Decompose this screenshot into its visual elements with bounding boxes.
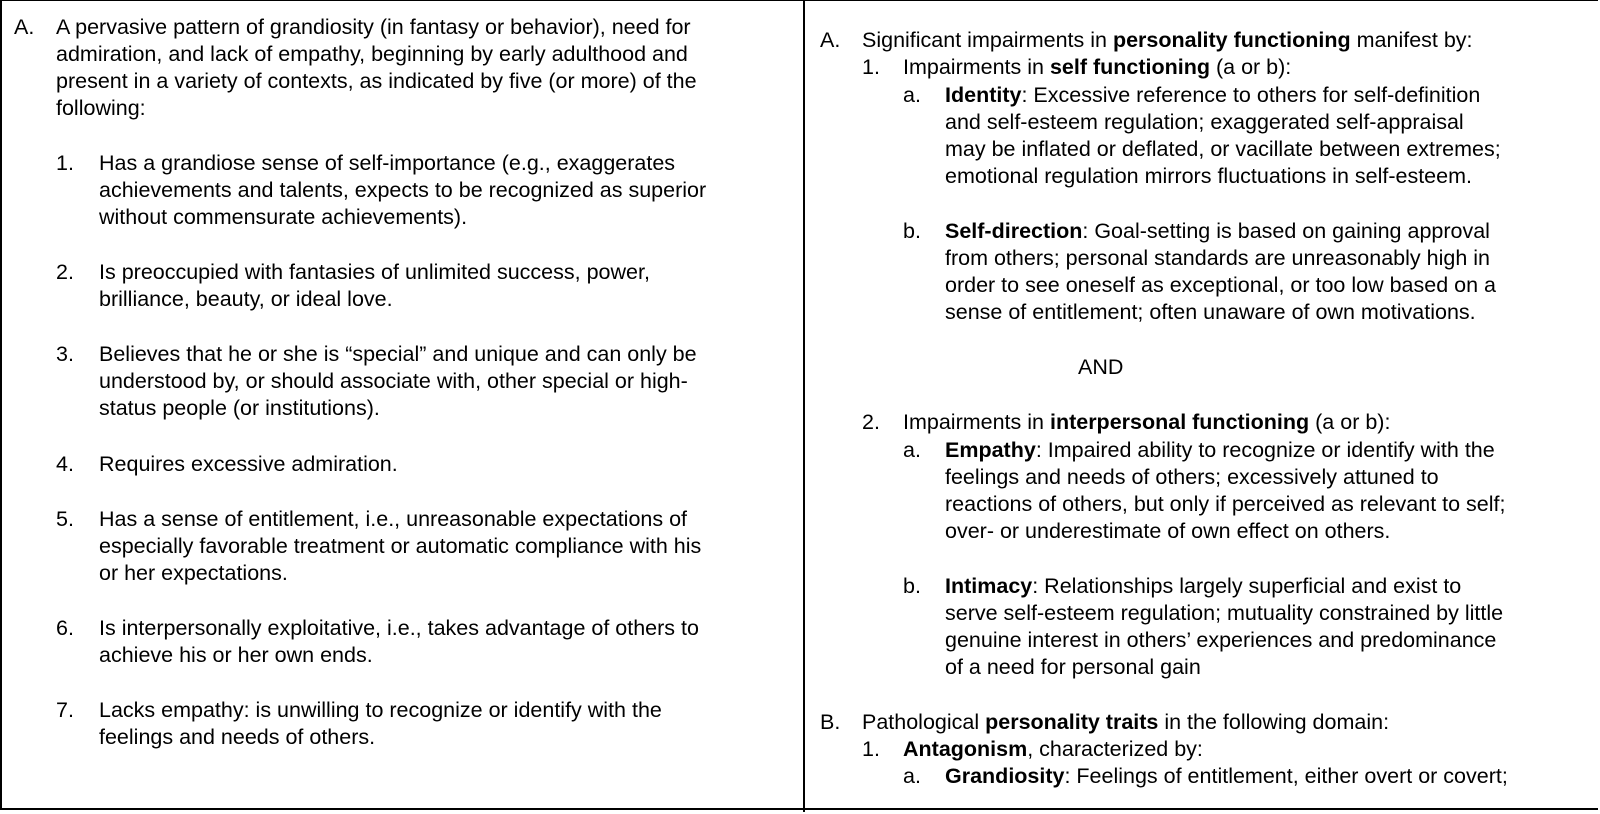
item-text-line: Believes that he or she is “special” and unique and can only be bbox=[99, 342, 697, 366]
grandiosity-text-line: Grandiosity: Feelings of entitlement, either overt or covert; bbox=[945, 764, 1508, 788]
item-text-line: achievements and talents, expects to be recognized as superior bbox=[99, 178, 707, 202]
intimacy-text-line: Intimacy: Relationships largely superficial and exist to bbox=[945, 574, 1462, 598]
item-number: 5. bbox=[56, 507, 74, 531]
item-text-line: brilliance, beauty, or ideal love. bbox=[99, 287, 393, 311]
subitem-number: 1. bbox=[862, 55, 880, 79]
criterion-text-line: admiration, and lack of empathy, beginning by early adulthood and bbox=[56, 42, 688, 66]
subitem-number: 1. bbox=[862, 737, 880, 761]
empathy-text-line: reactions of others, but only if perceived as relevant to self; bbox=[945, 492, 1506, 516]
item-text-line: achieve his or her own ends. bbox=[99, 643, 373, 667]
empathy-text-line: over- or underestimate of own effect on others. bbox=[945, 519, 1391, 543]
criterion-heading: Significant impairments in personality functioning manifest by: bbox=[862, 28, 1473, 52]
item-text-line: understood by, or should associate with, other special or high- bbox=[99, 369, 688, 393]
item-text-line: Requires excessive admiration. bbox=[99, 452, 398, 476]
item-number: 3. bbox=[56, 342, 74, 366]
column-divider bbox=[803, 0, 805, 812]
intimacy-text-line: of a need for personal gain bbox=[945, 655, 1201, 679]
criterion-letter: A. bbox=[14, 15, 35, 39]
item-number: 4. bbox=[56, 452, 74, 476]
subitem-letter: b. bbox=[903, 219, 921, 243]
criterion-heading: Pathological personality traits in the following domain: bbox=[862, 710, 1390, 734]
item-text-line: or her expectations. bbox=[99, 561, 288, 585]
subitem-heading: Impairments in self functioning (a or b): bbox=[903, 55, 1292, 79]
item-text-line: status people (or institutions). bbox=[99, 396, 380, 420]
item-number: 6. bbox=[56, 616, 74, 640]
identity-text-line: Identity: Excessive reference to others for self-definition bbox=[945, 83, 1481, 107]
subitem-number: 2. bbox=[862, 410, 880, 434]
identity-text-line: may be inflated or deflated, or vacillate between extremes; bbox=[945, 137, 1501, 161]
self-direction-text-line: sense of entitlement; often unaware of own motivations. bbox=[945, 300, 1476, 324]
empathy-text-line: feelings and needs of others; excessively attuned to bbox=[945, 465, 1439, 489]
item-number: 7. bbox=[56, 698, 74, 722]
item-number: 1. bbox=[56, 151, 74, 175]
empathy-text-line: Empathy: Impaired ability to recognize or identify with the bbox=[945, 438, 1495, 462]
item-text-line: without commensurate achievements). bbox=[99, 205, 468, 229]
intimacy-text-line: genuine interest in others’ experiences and predominance bbox=[945, 628, 1497, 652]
subitem-letter: a. bbox=[903, 764, 921, 788]
intimacy-text-line: serve self-esteem regulation; mutuality constrained by little bbox=[945, 601, 1504, 625]
item-text-line: especially favorable treatment or automatic compliance with his bbox=[99, 534, 702, 558]
subitem-letter: b. bbox=[903, 574, 921, 598]
subitem-letter: a. bbox=[903, 83, 921, 107]
criterion-letter: B. bbox=[820, 710, 841, 734]
self-direction-text-line: from others; personal standards are unreasonably high in bbox=[945, 246, 1490, 270]
self-direction-text-line: order to see oneself as exceptional, or too low based on a bbox=[945, 273, 1496, 297]
criterion-text-line: A pervasive pattern of grandiosity (in fantasy or behavior), need for bbox=[56, 15, 691, 39]
self-direction-text-line: Self-direction: Goal-setting is based on gaining approval bbox=[945, 219, 1490, 243]
criterion-letter: A. bbox=[820, 28, 841, 52]
item-text-line: Is interpersonally exploitative, i.e., takes advantage of others to bbox=[99, 616, 699, 640]
item-text-line: Lacks empathy: is unwilling to recognize or identify with the bbox=[99, 698, 662, 722]
subitem-letter: a. bbox=[903, 438, 921, 462]
item-text-line: Has a grandiose sense of self-importance (e.g., exaggerates bbox=[99, 151, 676, 175]
item-number: 2. bbox=[56, 260, 74, 284]
criterion-text-line: present in a variety of contexts, as indicated by five (or more) of the bbox=[56, 69, 697, 93]
criterion-text-line: following: bbox=[56, 96, 146, 120]
item-text-line: feelings and needs of others. bbox=[99, 725, 376, 749]
and-connector: AND bbox=[1078, 355, 1124, 379]
identity-text-line: and self-esteem regulation; exaggerated self-appraisal bbox=[945, 110, 1464, 134]
identity-text-line: emotional regulation mirrors fluctuations in self-esteem. bbox=[945, 164, 1472, 188]
item-text-line: Is preoccupied with fantasies of unlimited success, power, bbox=[99, 260, 650, 284]
subitem-heading: Antagonism, characterized by: bbox=[903, 737, 1203, 761]
item-text-line: Has a sense of entitlement, i.e., unreasonable expectations of bbox=[99, 507, 688, 531]
subitem-heading: Impairments in interpersonal functioning (a or b): bbox=[903, 410, 1391, 434]
